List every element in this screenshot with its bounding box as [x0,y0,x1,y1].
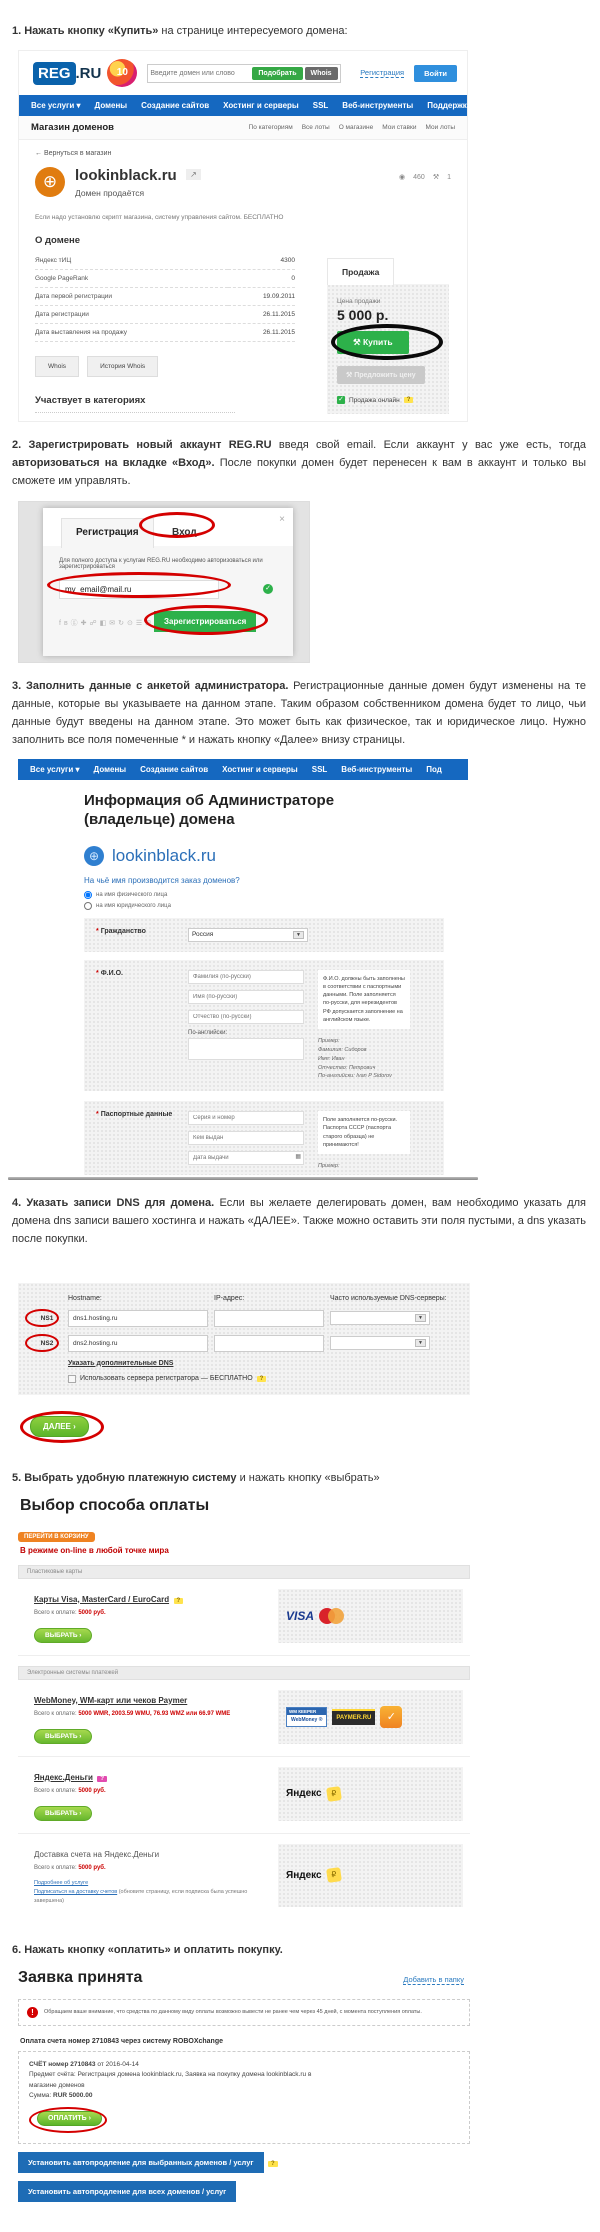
paymer-logo: PAYMER.RU [332,1709,375,1725]
nav-all-services[interactable]: Все услуги ▾ [31,101,81,111]
middlename-field[interactable] [188,1010,304,1024]
required-star: * [96,969,99,977]
subnav-my-bids[interactable]: Мои ставки [382,124,417,132]
ip-column-header: IP-адрес: [214,1294,245,1302]
ns1-hostname-field[interactable] [68,1310,208,1327]
total-amount: 5000 WMR, 2003.59 WMU, 76.93 WMZ или 66.97 WME [78,1710,231,1717]
subscribe-bills-link[interactable]: Подписаться на доставку счетов [34,1889,118,1896]
required-star: * [96,1111,99,1119]
row-label: Дата выставления на продажу [35,324,228,342]
table-row [35,288,295,306]
radio-person-label: на имя физического лица [96,891,168,898]
order-name-question: На чьё имя производится заказ доменов? [84,875,240,885]
domain-info-table [35,252,295,342]
citizenship-label: Гражданство [100,927,146,935]
table-row [35,324,295,342]
shop-subnav [19,116,467,140]
step-2-text [12,436,586,490]
subnav-all-lots[interactable]: Все лоты [301,124,330,132]
external-link-icon[interactable]: ↗ [186,169,201,180]
social-icon[interactable]: ⊙ [127,620,133,628]
online-sale-checkbox: ✓ [338,396,344,404]
chevron-down-icon: ▼ [415,1314,426,1322]
total-label: Всего к оплате: [34,1609,77,1616]
step-4-bold: 4. Указать записи DNS для домена. [12,1197,215,1210]
bill-date: от 2016-04-14 [95,2060,139,2068]
calendar-icon[interactable]: ▦ [295,1154,301,1161]
select-button[interactable]: ВЫБРАТЬ › [34,1729,92,1744]
yandex-logo: Яндекс [286,1788,322,1800]
row-label: Google PageRank [35,270,228,288]
chevron-down-icon: ▼ [415,1339,426,1347]
price-label: Цена продажи [337,298,381,306]
views-icon: ◉ [399,174,406,182]
payment-title: Выбор способа оплаты [20,1496,210,1514]
chevron-down-icon: ▼ [293,931,304,939]
step-4-text [12,1194,586,1248]
lastname-field[interactable] [188,970,304,984]
passport-series-field[interactable] [188,1111,304,1125]
sale-panel [327,258,449,414]
step-5-text [12,1469,586,1487]
step-2-normal-1: введя свой email. Если аккаунт у вас уже есть, тогда [271,439,586,452]
step-3-bold: 3. Заполнить данные с анкетой администратора. [12,679,289,692]
social-login-icons [59,612,154,630]
nav-ssl[interactable]: SSL [312,101,329,111]
verified-badge-icon: ✓ [380,1706,402,1728]
help-question-badge[interactable]: ? [97,1776,107,1782]
social-icon[interactable]: в [63,620,68,628]
nav-domains[interactable]: Домены [93,765,127,775]
payment-row-yandex-money [18,1757,470,1834]
fio-help-text: Ф.И.О. должны быть заполнены в соответствии с паспортными данными. Поле заполняется по-русски, для нерезидентов РФ допускается заполнение на английском языке. [318,970,410,1030]
example-title: Пример: [318,1038,340,1045]
tab-registration[interactable]: Регистрация [61,518,154,548]
price-value: 5 000 р. [337,307,389,324]
total-label: Всего к оплате: [34,1787,77,1794]
valid-check-icon: ✓ [263,584,273,594]
ns2-hostname-field[interactable] [68,1335,208,1352]
add-more-dns-link[interactable]: Указать дополнительные DNS [68,1359,174,1367]
social-icon[interactable]: f [59,620,61,628]
step-2-normal-2: После покупки домен будет перенесен к вам в аккаунт и только вы сможете им управлять. [12,457,587,488]
row-value: 0 [228,270,295,288]
english-name-field[interactable] [188,1038,304,1060]
subnav-about[interactable]: О магазине [338,124,374,132]
regru-logo: REG [33,62,76,85]
shop-title: Магазин доменов [31,122,115,134]
warning-text: Обращаем ваше внимание, что средства по данному виду оплаты возможно вывести не ранее чем через 45 дней, с момента поступления оплаты. [44,2009,422,2016]
ns2-ip-field[interactable] [214,1335,324,1352]
citizenship-select[interactable] [188,928,308,942]
hostname-column-header: Hostname: [68,1294,102,1302]
webmoney-logo: WM КЕЕPER WebMoney ® [286,1707,327,1727]
regru-header [19,51,467,95]
register-link[interactable]: Регистрация [360,68,405,78]
firstname-field[interactable] [188,990,304,1004]
regru-logo-ru: .RU [75,64,102,82]
invoice-pay-heading: Оплата счета номер 2710843 через систему ROBOXchange [20,2037,223,2045]
whois-lookup-button[interactable]: Whois [35,356,79,377]
yandex-logo: Яндекс [286,1869,322,1881]
ns1-label: NS1 [32,1315,62,1322]
total-label: Всего к оплате: [34,1864,77,1871]
nav-ssl[interactable]: SSL [311,765,328,775]
email-field[interactable] [59,580,219,599]
payment-row-bill-delivery [18,1834,470,1919]
screenshot-admin-form [18,759,468,1180]
total-amount: 5000 руб. [78,1787,106,1794]
domain-search [147,64,340,83]
search-button[interactable]: Подобрать [252,67,302,80]
row-value: 26.11.2015 [228,324,295,342]
passport-help-text: Поле заполняется по-русски. Паспорта СССР (паспорта старого образца) не принимаются! [318,1111,410,1154]
nav-support[interactable]: Под [426,765,442,775]
radio-company-label: на имя юридического лица [96,902,171,909]
search-input[interactable] [150,70,252,77]
passport-label: Паспортные данные [100,1111,173,1119]
screenshot-domain-shop [18,50,472,422]
yandex-money-link[interactable]: Яндекс.Деньги [34,1772,93,1782]
screenshot-cut-edge [8,1177,478,1180]
step-4-rest: Если вы желаете делегировать домен, вам необходимо указать для домена dns записи вашего хостинга и нажать «ДАЛЕЕ». Также можно оставить эти поля пустыми, а dns указать после покупки. [12,1197,586,1246]
social-icon[interactable]: ⓖ [70,620,78,628]
offer-price-button[interactable]: ⚒ Предложить цену [337,366,425,384]
row-label: Дата регистрации [35,306,228,324]
step-2-bold-2: авторизоваться на вкладке «Вход». [12,457,215,470]
subscribe-note: (обновите страницу, если подписка была успешно завершена) [34,1889,248,1905]
required-star: * [96,927,99,935]
example-line: По-английски: Ivan P Sidorov [318,1073,392,1080]
example-line: Имя: Иван [318,1055,345,1062]
radio-company[interactable] [84,902,468,910]
nav-webtools[interactable]: Веб-инструменты [341,765,413,775]
ns1-common-select[interactable] [330,1311,430,1325]
radio-person[interactable] [84,891,468,899]
help-question-badge[interactable]: ? [174,1598,184,1604]
domain-status: Домен продаётся [75,188,145,199]
autorenew-selected-button[interactable]: Установить автопродление для выбранных доменов / услуг [18,2152,264,2173]
yandex-money-icon: ₽ [326,1786,342,1802]
webmoney-payment-link[interactable]: WebMoney, WM-карт или чеков Paymer [34,1695,188,1705]
screenshot-payment [18,1497,470,1919]
table-row [35,306,295,324]
globe-icon: ⊕ [84,846,104,866]
row-value: 19.09.2011 [228,288,295,306]
go-to-cart-badge[interactable]: ПЕРЕЙТИ В КОРЗИНУ [18,1532,95,1542]
section-emoney: Электронные системы платежей [18,1666,470,1680]
english-label: По-английски: [188,1029,228,1036]
online-note: В режиме on-line в любой точке мира [20,1545,169,1555]
buy-button[interactable]: ⚒ Купить [337,331,409,354]
domain-header [19,161,467,202]
bill-sum-label: Сумма: [29,2092,54,2100]
tab-login[interactable]: Вход [172,526,197,538]
auth-modal [43,508,293,656]
use-registrar-dns-label: Использовать сервера регистратора — БЕСПЛАТНО [80,1375,253,1383]
help-question-badge[interactable]: ? [257,1376,267,1382]
radio-company-input[interactable] [84,902,92,910]
step-6-bold: 6. Нажать кнопку «оплатить» и оплатить покупку. [12,1943,283,1956]
passport-date-field[interactable] [188,1151,304,1165]
bill-number: СЧЁТ номер 2710843 [29,2060,96,2068]
nav-domains[interactable]: Домены [94,101,128,111]
nav-all-services[interactable]: Все услуги ▾ [30,765,80,775]
admin-form-title: Информация об Администраторе (владельце) домена [84,792,335,828]
payment-row-cards [18,1579,470,1656]
select-button[interactable]: ВЫБРАТЬ › [34,1806,92,1821]
step-2-bold-1: 2. Зарегистрировать новый аккаунт REG.RU [12,439,272,452]
screenshot-dns-form [18,1283,590,1443]
invoice-title: Заявка принята [18,1968,143,1986]
yandex-money-icon: ₽ [326,1867,342,1883]
autorenew-all-button[interactable]: Установить автопродление для всех доменов / услуг [18,2181,236,2202]
warning-icon: ! [27,2007,38,2018]
pay-button[interactable]: ОПЛАТИТЬ › [37,2111,102,2126]
example-line: Отчество: Петрович [318,1064,376,1071]
ns2-common-select[interactable] [330,1336,430,1350]
row-value: 26.11.2015 [228,306,295,324]
step-1-rest: на странице интересуемого домена: [158,25,348,37]
about-domain-title: О домене [35,235,81,247]
use-registrar-dns-checkbox[interactable] [68,1375,76,1383]
passport-issued-field[interactable] [188,1131,304,1145]
select-button[interactable]: ВЫБРАТЬ › [34,1628,92,1643]
row-label: Дата первой регистрации [35,288,228,306]
login-button[interactable]: Войти [414,65,457,82]
nav-support[interactable]: Поддержка [427,101,472,111]
common-dns-column-header: Часто используемые DNS-серверы: [330,1294,447,1302]
social-icon[interactable]: ↻ [118,620,125,628]
ns1-ip-field[interactable] [214,1310,324,1327]
step-6-text [12,1941,586,1959]
visa-logo: VISA [286,1608,315,1623]
step-3-text [12,677,586,750]
total-label: Всего к оплате: [34,1710,77,1717]
total-amount: 5000 руб. [78,1609,106,1616]
back-to-shop-link[interactable]: ← Вернуться в магазин [35,150,112,158]
anniversary-badge: 10 [107,59,137,87]
social-icon[interactable]: ✚ [80,620,87,628]
globe-icon: ⊕ [35,167,65,197]
example-line: Фамилия: Сидоров [318,1046,367,1053]
main-nav [18,759,468,780]
screenshot-invoice [18,1969,470,2203]
citizenship-box [84,918,444,952]
help-question-badge[interactable]: ? [268,2161,278,2167]
main-nav [19,95,472,116]
bill-sum-value: RUR 5000.00 [53,2092,93,2100]
auth-area [360,65,457,82]
citizenship-value: Россия [192,931,214,939]
bids-icon: ⚒ [432,174,440,182]
fio-label: Ф.И.О. [100,969,123,977]
views-count: 460 [413,173,425,181]
more-about-service-link[interactable]: Подробнее об услуге [34,1879,89,1886]
bill-delivery-title: Доставка счета на Яндекс.Деньги [34,1849,160,1859]
nav-webtools[interactable]: Веб-инструменты [342,101,414,111]
social-icon[interactable]: ☰ [135,620,143,628]
whois-button[interactable]: Whois [305,67,338,80]
social-icon[interactable]: ◧ [99,620,107,628]
step-3-rest: Регистрационные данные домен будут изменены на те данные, которые вы указываете на данном этапе. Таким образом собственником домена будет то лицо, чьи данные будут введены на данном этапе. Это может быть как физическое, так и юридическое лицо. Нужно заполнить все поля помеченные * и нажать кнопку «Далее» внизу страницы. [12,679,586,746]
register-button[interactable]: Зарегистрироваться [154,611,256,632]
bill-subject: Предмет счёта: Регистрация домена lookinblack.ru, Заявка на покупку домена lookinblack.ru в магазине доменов [29,2071,312,2089]
section-plastic-cards: Пластиковые карты [18,1565,470,1579]
cards-payment-link[interactable]: Карты Visa, MasterCard / EuroCard [34,1594,170,1604]
step-5-bold: 5. Выбрать удобную платежную систему [12,1471,237,1484]
subnav-by-category[interactable]: По категориям [248,124,293,132]
row-value: 4300 [228,252,295,270]
radio-person-input[interactable] [84,891,92,899]
bids-count: 1 [447,173,451,181]
social-icon[interactable]: ⊞ [145,620,152,628]
mastercard-logo [319,1608,345,1624]
passport-box [84,1101,444,1175]
categories-title: Участвует в категориях [35,395,235,413]
whois-history-button[interactable]: История Whois [87,356,158,377]
add-to-folder-link[interactable]: Добавить в папку [403,1974,464,1984]
example-title: Пример: [318,1163,340,1170]
nav-site-creation[interactable]: Создание сайтов [140,765,209,775]
table-row [35,270,295,288]
social-icon[interactable]: ☍ [89,620,97,628]
domain-name: lookinblack.ru [75,167,177,185]
seller-promo-text: Если надо установлю скрипт магазина, систему управления сайтом. БЕСПЛАТНО [35,214,284,222]
domain-name: lookinblack.ru [112,845,216,865]
auth-info-text: Для полного доступа к услугам REG.RU необходимо авторизоваться или зарегистрироваться [59,557,263,570]
nav-hosting[interactable]: Хостинг и серверы [222,765,298,775]
close-icon[interactable]: × [279,513,285,525]
nav-site-creation[interactable]: Создание сайтов [141,101,210,111]
total-amount: 5000 руб. [78,1864,106,1871]
step-1-bold: 1. Нажать кнопку «Купить» [12,25,159,37]
payment-row-webmoney [18,1680,470,1757]
warning-box [18,1999,470,2026]
online-sale-label: Продажа онлайн [349,396,400,404]
ns2-label: NS2 [32,1340,62,1347]
step-5-rest: и нажать кнопку «выбрать» [236,1471,380,1484]
fio-box [84,960,444,1091]
row-label: Яндекс тИЦ [35,252,228,270]
help-question-badge[interactable]: ? [404,397,414,403]
step-1-text [12,22,586,40]
table-row [35,252,295,270]
sale-tab[interactable]: Продажа [327,258,394,285]
next-button[interactable]: ДАЛЕЕ › [30,1416,89,1437]
social-icon[interactable]: ✉ [109,620,116,628]
screenshot-auth-modal [18,501,310,663]
bill-box [18,2051,470,2145]
nav-hosting[interactable]: Хостинг и серверы [223,101,299,111]
subnav-my-lots[interactable]: Мои лоты [425,124,455,132]
